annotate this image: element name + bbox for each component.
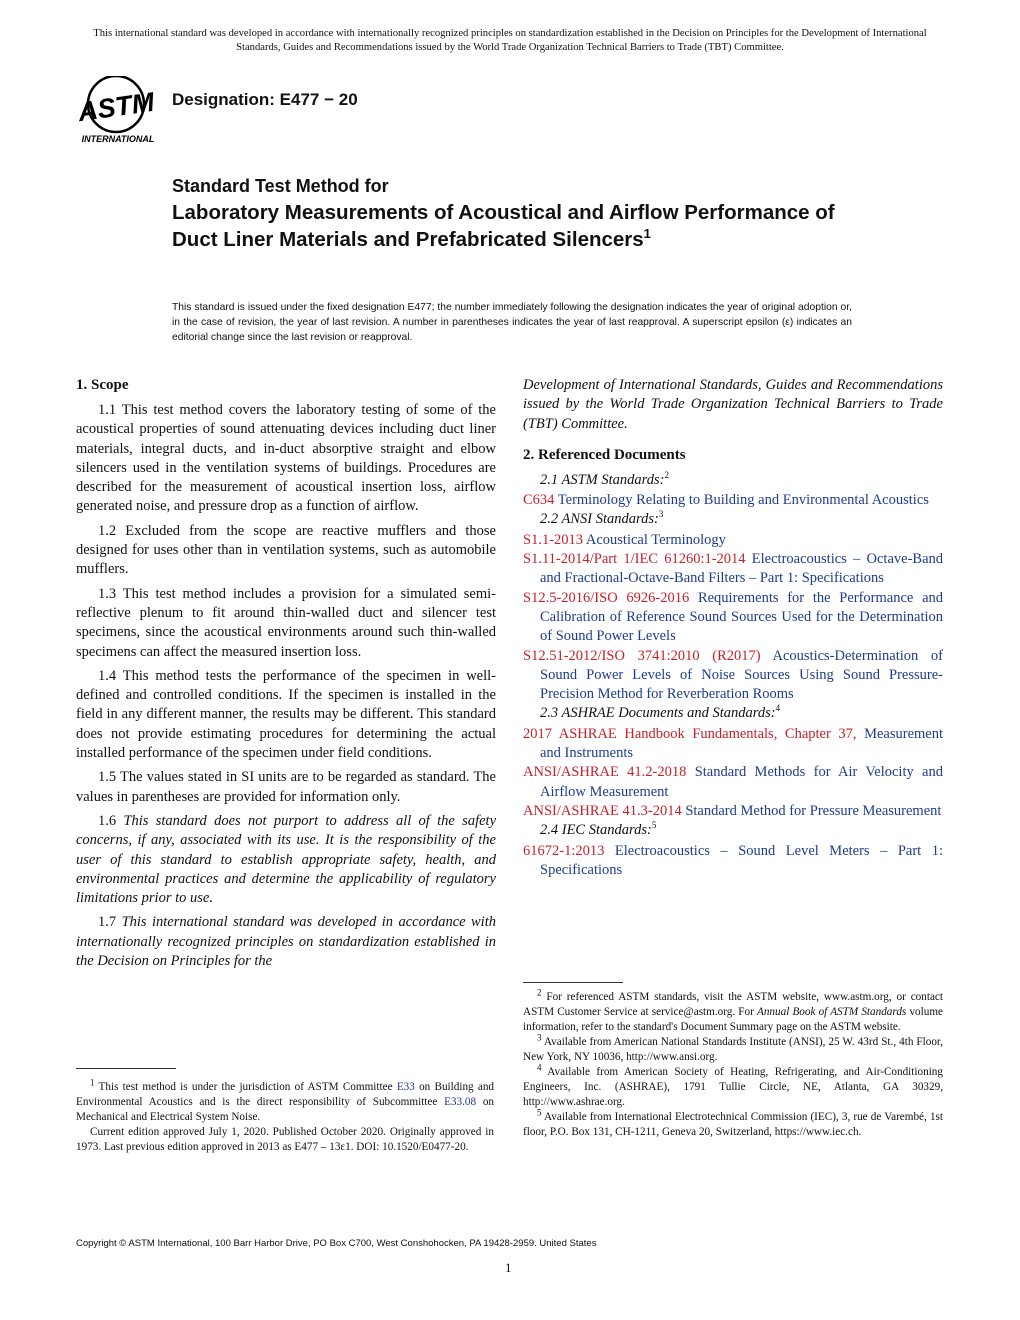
para-1-7-continued xyxy=(523,376,943,434)
title-prefix: Standard Test Method for xyxy=(172,176,389,196)
footnotes-right xyxy=(523,987,944,1140)
ref-ashrae-41-3-code[interactable]: ANSI/ASHRAE 41.3-2014 xyxy=(523,802,682,819)
ref-s12-5-title[interactable]: Requirements for the Performance and Calibration of Reference Sound Sources Used for the Determination of Sound Power Levels xyxy=(540,589,944,645)
para-1-2: 1.2 Excluded from the scope are reactive mufflers and those designed for uses other than in ventilation systems, such as automobile mufflers. xyxy=(76,522,496,578)
para-1-1: 1.1 This test method covers the laboratory testing of some of the acoustical properties of sound attenuating devices including duct liner materials, integral ducts, and in-duct absorptive straight and elbow silencers used in the ventilation systems of buildings. Procedures are described for the measurement of acoustical insertion loss, airflow generated noise, and pressure drop as a function of airflow. xyxy=(76,402,496,515)
fn1-e33-link[interactable]: E33 xyxy=(396,1081,415,1093)
fn1-text-c: on Mechanical and Electrical System Noise. xyxy=(76,1096,494,1123)
sec-2-4 xyxy=(523,821,943,840)
ref-ashrae-handbook[interactable] xyxy=(523,725,943,764)
ref-ashrae-handbook-code[interactable]: 2017 ASHRAE Handbook Fundamentals, Chapter 37, xyxy=(523,725,857,742)
logo-letters: ASTM xyxy=(76,86,157,128)
ref-s1-1[interactable] xyxy=(523,531,943,550)
sec-2-3-fn: 4 xyxy=(775,703,781,714)
footnote-2 xyxy=(523,987,943,1035)
fn1-e3308-link[interactable]: E33.08 xyxy=(444,1096,477,1108)
ref-ashrae-41-2[interactable] xyxy=(523,763,943,802)
sec-2-1 xyxy=(523,471,943,490)
ref-s12-5-code[interactable]: S12.5-2016/ISO 6926-2016 xyxy=(523,589,690,606)
ref-iec-61672[interactable] xyxy=(523,842,943,881)
para-1-6-num: 1.6 xyxy=(98,812,117,829)
sec-2-2-fn: 3 xyxy=(658,509,664,520)
logo-international: INTERNATIONAL xyxy=(81,134,155,144)
ref-s12-51[interactable] xyxy=(523,647,943,705)
fn5-text: Available from International Electrotechnical Commission (IEC), 3, rue de Varembé, 1st floor, P.O. Box 131, CH-1211, Geneva 20, Switzerland, https://www.iec.ch. xyxy=(523,1111,943,1138)
sec-2-2 xyxy=(523,510,943,529)
para-1-7-text: This international standard was developed in accordance with internationally recognized principles on standardization established in the Decision on Principles for the xyxy=(76,914,496,970)
fn2-text-b: volume information, refer to the standard's Document Summary page on the ASTM website. xyxy=(523,1006,943,1033)
page-number: 1 xyxy=(505,1260,512,1275)
footnote-rule-left xyxy=(76,1068,176,1069)
document-title xyxy=(172,200,872,253)
footnote-5 xyxy=(523,1107,943,1140)
footnotes-left xyxy=(76,1077,495,1155)
right-column xyxy=(523,376,943,880)
sec-2-4-fn: 5 xyxy=(651,820,657,831)
footnote-1-edition: Current edition approved July 1, 2020. Published October 2020. Originally approved in 1973. Last previous edition approved in 2013 as E477 – 13ε1. DOI: 10.1520/E0477-20. xyxy=(76,1126,494,1153)
footnote-3 xyxy=(523,1032,944,1065)
para-1-7 xyxy=(76,913,496,971)
astm-logo-icon xyxy=(70,76,162,144)
scope-heading: 1. Scope xyxy=(76,377,129,393)
astm-logo xyxy=(70,76,162,144)
fn4-marker: 4 xyxy=(537,1062,542,1073)
ref-iec-61672-code[interactable]: 61672-1:2013 xyxy=(523,842,605,859)
ref-c634[interactable] xyxy=(523,491,943,510)
ref-ashrae-41-2-title[interactable]: Standard Methods for Air Velocity and Airflow Measurement xyxy=(540,764,943,800)
ref-s12-5[interactable] xyxy=(523,589,943,647)
fn4-text: Available from American Society of Heating, Refrigerating, and Air-Conditioning Engineers, Inc. (ASHRAE), 1791 Tullie Circle, NE, Atlanta, GA 30329, http://www.ashrae.org. xyxy=(523,1066,943,1108)
para-1-3: 1.3 This test method includes a provision for a simulated semi-reflective plenum to fit around thin-walled duct and silencer test specimens, since the acoustical environments around such thin-walled specimens can affect the measured insertion loss. xyxy=(76,585,496,660)
fn2-marker: 2 xyxy=(537,987,542,998)
title-main: Laboratory Measurements of Acoustical and Airflow Performance of Duct Liner Materials and Prefabricated Silencers xyxy=(172,201,835,251)
fn5-marker: 5 xyxy=(537,1107,542,1118)
sec-2-2-label: 2.2 ANSI Standards: xyxy=(540,511,659,528)
para-1-4: 1.4 This method tests the performance of the specimen in well-defined and controlled conditions. If the specimen is installed in the field in any different manner, the results may be different. This standard does not provide estimating procedures for determining the actual installed performance of the specimen under field conditions. xyxy=(76,667,496,762)
ref-s1-1-code[interactable]: S1.1-2013 xyxy=(523,531,584,548)
ref-s12-51-title[interactable]: Acoustics-Determination of Sound Power Levels of Noise Sources Using Sound Pressure-Precision Method for Reverberation Rooms xyxy=(540,647,943,703)
ref-ashrae-41-2-code[interactable]: ANSI/ASHRAE 41.2-2018 xyxy=(523,764,687,781)
para-1-6 xyxy=(76,812,496,908)
para-1-7-num: 1.7 xyxy=(98,914,117,931)
fn3-text: Available from American National Standards Institute (ANSI), 25 W. 43rd St., 4th Floor, New York, NY 10036, http://www.ansi.org. xyxy=(523,1036,944,1063)
fn1-text-b: on Building and Environmental Acoustics and is the direct responsibility of Subcommittee xyxy=(76,1081,495,1108)
ref-ashrae-41-3-title[interactable]: Standard Method for Pressure Measurement xyxy=(685,802,942,819)
sec-2-1-label: 2.1 ASTM Standards: xyxy=(540,471,665,488)
ref-s1-11-code[interactable]: S1.11-2014/Part 1/IEC 61260:1-2014 xyxy=(523,551,746,568)
sec-2-3 xyxy=(523,704,943,723)
footnote-1 xyxy=(76,1077,495,1125)
copyright: Copyright © ASTM International, 100 Barr Harbor Drive, PO Box C700, West Conshohocken, PA 19428-2959. United States xyxy=(76,1238,597,1249)
ref-s12-51-code[interactable]: S12.51-2012/ISO 3741:2010 (R2017) xyxy=(523,647,761,664)
ref-ashrae-41-3[interactable] xyxy=(523,802,943,821)
fn2-text-a: For referenced ASTM standards, visit the ASTM website, www.astm.org, or contact ASTM Customer Service at service@astm.org. For xyxy=(523,991,943,1018)
para-1-5: 1.5 The values stated in SI units are to be regarded as standard. The values in parentheses are provided for information only. xyxy=(76,769,496,805)
title-footnote-marker: 1 xyxy=(643,225,651,241)
fn2-annual-book: Annual Book of ASTM Standards xyxy=(757,1006,907,1018)
ref-s1-1-title[interactable]: Acoustical Terminology xyxy=(585,531,726,548)
ref-s1-11-title[interactable]: Electroacoustics – Octave-Band and Fractional-Octave-Band Filters – Part 1: Specifications xyxy=(540,551,944,587)
tbt-notice: This international standard was developed in accordance with internationally recognized principles on standardization established in the Decision on Principles for the Development of International Standards, Guides and Recommendations issued by the World Trade Organization Technical Barriers to Trade (TBT) Committee. xyxy=(93,28,927,53)
designation: Designation: E477 − 20 xyxy=(172,90,358,109)
ref-s1-11[interactable] xyxy=(523,550,943,589)
issuance-note: This standard is issued under the fixed designation E477; the number immediately following the designation indicates the year of original adoption or, in the case of revision, the year of last revision. A number in parentheses indicates the year of last reapproval. A superscript epsilon (ε) indicates an editorial change since the last revision or reapproval. xyxy=(172,302,852,343)
fn1-marker: 1 xyxy=(90,1077,95,1088)
para-1-6-text: This standard does not purport to address all of the safety concerns, if any, associated with its use. It is the responsibility of the user of this standard to establish appropriate safety, health, and environmental practices and determine the applicability of regulatory limitations prior to use. xyxy=(76,812,497,907)
ref-c634-code[interactable]: C634 xyxy=(523,492,555,509)
footnote-rule-right xyxy=(523,982,623,983)
footnote-4 xyxy=(523,1062,943,1110)
ref-iec-61672-title[interactable]: Electroacoustics – Sound Level Meters – Part 1: Specifications xyxy=(540,842,943,878)
ref-ashrae-handbook-title[interactable]: Measurement and Instruments xyxy=(540,725,943,762)
sec-2-4-label: 2.4 IEC Standards: xyxy=(540,822,652,839)
fn3-marker: 3 xyxy=(537,1032,542,1043)
ref-c634-title[interactable]: Terminology Relating to Building and Environmental Acoustics xyxy=(557,492,929,509)
para-1-7-cont-text: Development of International Standards, Guides and Recommendations issued by the World Trade Organization Technical Barriers to Trade (TBT) Committee. xyxy=(523,377,943,432)
left-column xyxy=(76,376,496,976)
sec-2-3-label: 2.3 ASHRAE Documents and Standards: xyxy=(540,705,776,722)
sec-2-1-fn: 2 xyxy=(664,470,669,481)
referenced-heading: 2. Referenced Documents xyxy=(523,446,686,463)
fn1-text-a: This test method is under the jurisdiction of ASTM Committee xyxy=(98,1081,393,1093)
